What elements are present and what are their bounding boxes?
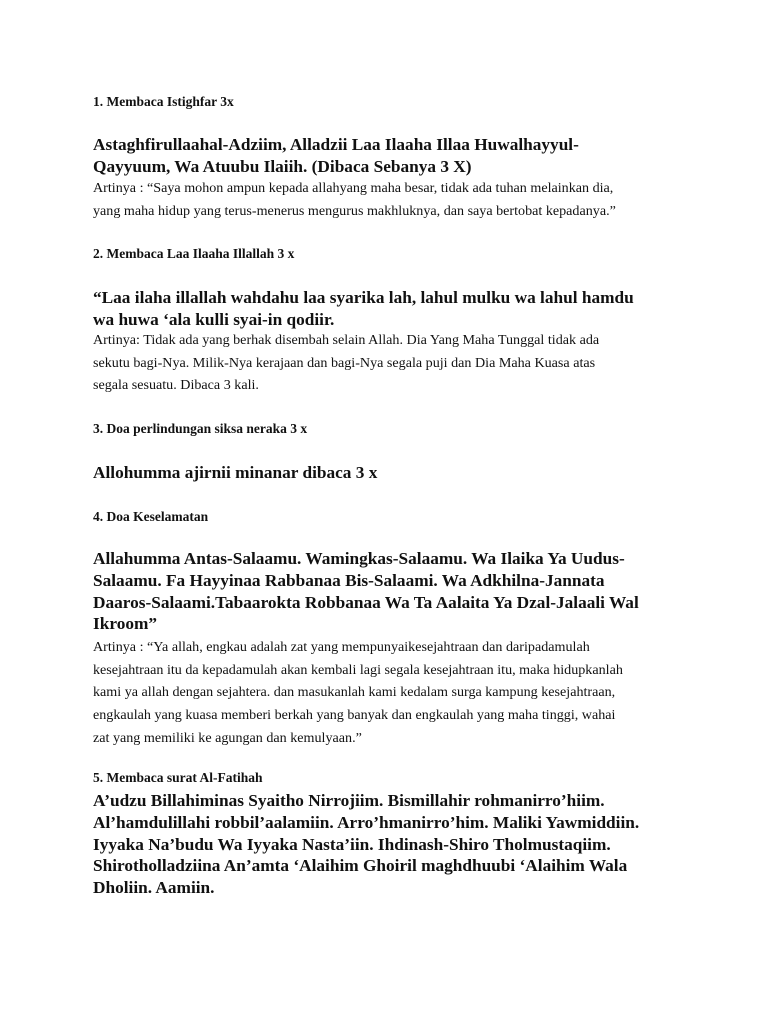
arti-line: kami ya allah dengan sejahtera. dan masukanlah kami kedalam surga kampung kesejahtraan, [93, 684, 616, 701]
arti-line: yang maha hidup yang terus-menerus mengurus makhluknya, dan saya bertobat kepadanya.” [93, 202, 616, 219]
section-5-heading: 5. Membaca surat Al-Fatihah [93, 770, 263, 785]
doa-line: Daaros-Salaami.Tabaarokta Robbanaa Wa Ta Aalaita Ya Dzal-Jalaali Wal [93, 592, 639, 612]
section-1-doa [93, 134, 673, 178]
section-4-doa [93, 548, 673, 635]
arti-line: Artinya : “Saya mohon ampun kepada allahyang maha besar, tidak ada tuhan melainkan dia, [93, 180, 614, 196]
section-4-heading: 4. Doa Keselamatan [93, 509, 209, 524]
section-4-arti [93, 636, 683, 750]
doa-line: Salaamu. Fa Hayyinaa Rabbanaa Bis-Salaami. Wa Adkhilna-Jannata [93, 570, 605, 590]
doa-line: Allahumma Antas-Salaamu. Wamingkas-Salaamu. Wa Ilaika Ya Uudus- [93, 549, 625, 568]
arti-line: engkaulah yang kuasa memberi berkah yang banyak dan engkaulah yang maha tinggi, wahai [93, 707, 616, 724]
section-3-heading: 3. Doa perlindungan siksa neraka 3 x [93, 421, 308, 436]
doa-line: Qayyuum, Wa Atuubu Ilaiih. (Dibaca Sebanya 3 X) [93, 156, 472, 176]
arti-line: segala sesuatu. Dibaca 3 kali. [93, 377, 259, 394]
section-1-arti [93, 177, 683, 222]
doa-line: Astaghfirullaahal-Adziim, Alladzii Laa Ilaaha Illaa Huwalhayyul- [93, 135, 579, 154]
section-1-heading: 1. Membaca Istighfar 3x [93, 94, 234, 109]
section-2-heading: 2. Membaca Laa Ilaaha Illallah 3 x [93, 246, 295, 261]
doa-line: Dholiin. Aamiin. [93, 878, 215, 898]
doa-line: wa huwa ‘ala kulli syai-in qodiir. [93, 309, 335, 329]
doa-line: Ikroom” [93, 614, 158, 634]
arti-line: Artinya : “Ya allah, engkau adalah zat yang mempunyaikesejahtraan dan daripadamulah [93, 639, 590, 655]
section-5-doa [93, 790, 673, 899]
doa-line: Shirotholladziina An’amta ‘Alaihim Ghoiril maghdhuubi ‘Alaihim Wala [93, 856, 628, 876]
doa-line: Al’hamdulillahi robbil’aalamiin. Arro’hmanirro’him. Maliki Yawmiddiin. [93, 812, 640, 832]
arti-line: sekutu bagi-Nya. Milik-Nya kerajaan dan bagi-Nya segala puji dan Dia Maha Kuasa atas [93, 354, 596, 371]
arti-line: kesejahtraan itu da kepadamulah akan kembali lagi segala kesejahtraan itu, maka hidupkanlah [93, 661, 623, 678]
arti-line: zat yang memiliki ke agungan dan kemulyaan.” [93, 729, 362, 746]
arti-line: Artinya: Tidak ada yang berhak disembah selain Allah. Dia Yang Maha Tunggal tidak ada [93, 332, 600, 348]
doa-line: Allohumma ajirnii minanar dibaca 3 x [93, 463, 378, 482]
section-2-doa [93, 287, 673, 331]
section-3-doa [93, 462, 673, 484]
doa-line: Iyyaka Na’budu Wa Iyyaka Nasta’iin. Ihdinash-Shiro Tholmustaqiim. [93, 834, 611, 854]
doa-line: A’udzu Billahiminas Syaitho Nirrojiim. Bismillahir rohmanirro’hiim. [93, 791, 605, 810]
section-2-arti [93, 329, 683, 397]
doa-line: “Laa ilaha illallah wahdahu laa syarika lah, lahul mulku wa lahul hamdu [93, 288, 634, 307]
